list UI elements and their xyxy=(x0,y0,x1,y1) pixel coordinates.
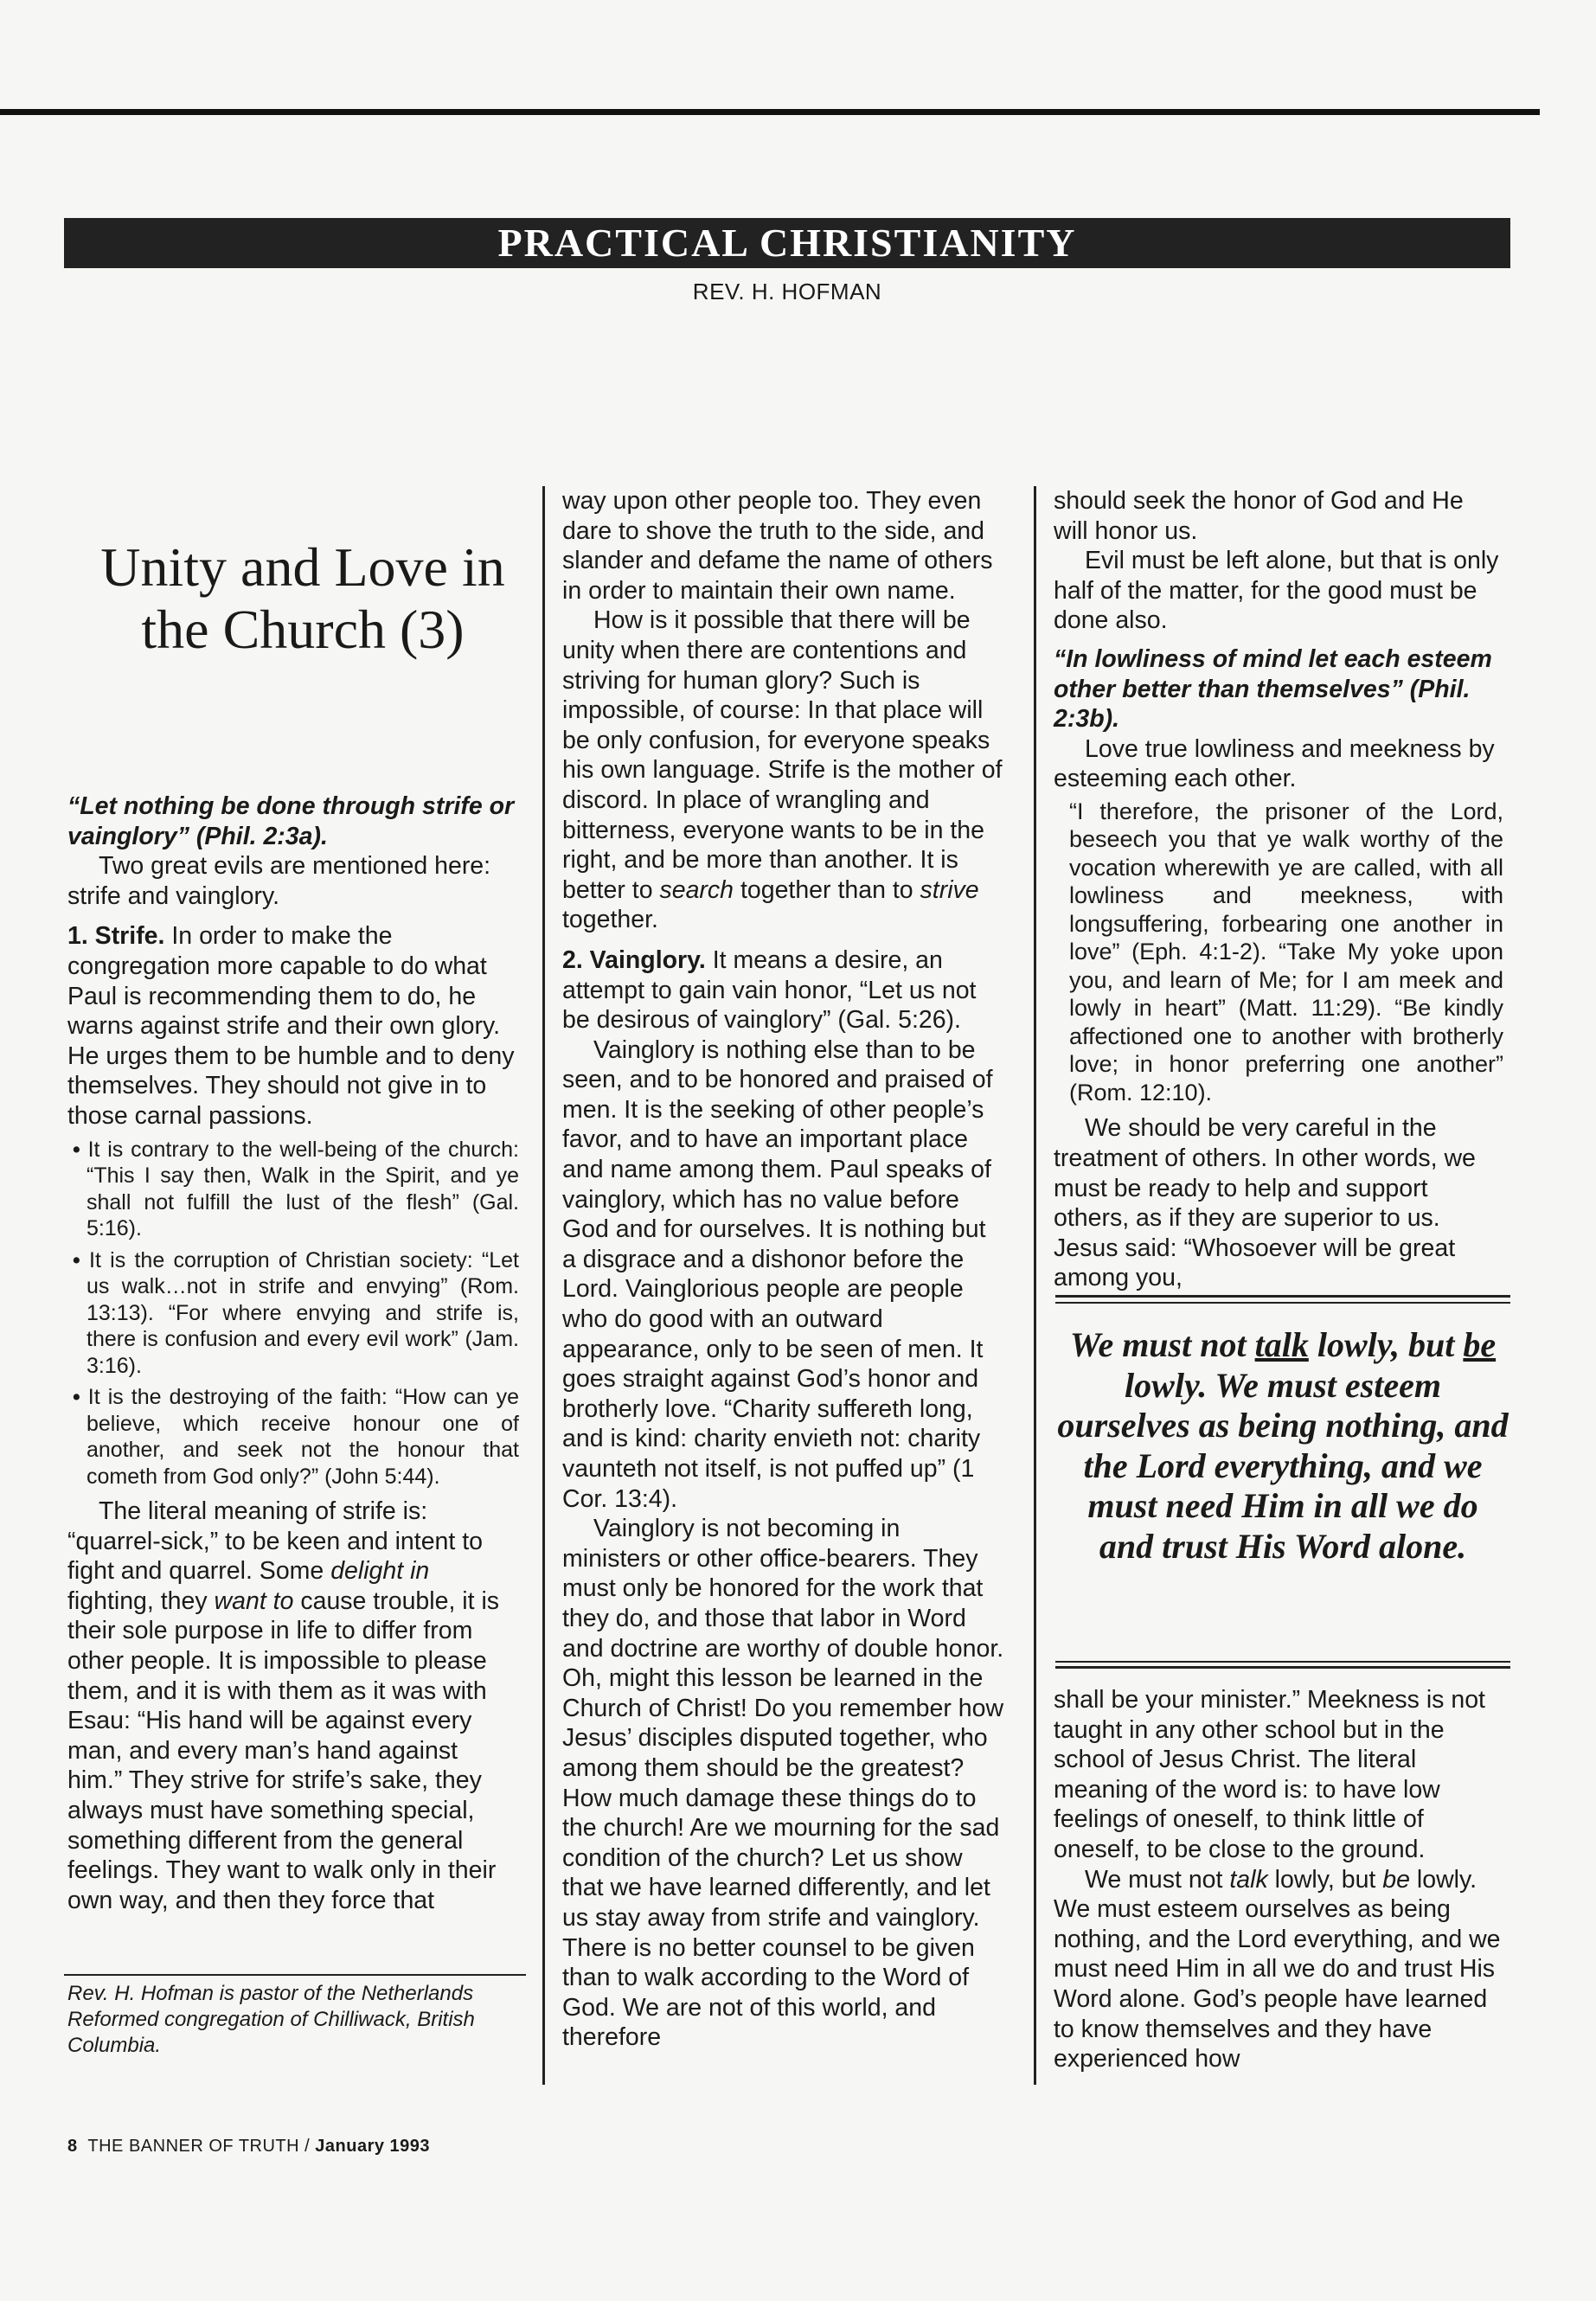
scripture-quote: “I therefore, the prisoner of the Lord, beseech you that ye walk worthy of the vocation wherewith ye are called, with all lowliness and meekness, with longsuffering, forbearing one another in love” (Eph. 4:1-2). “Take My yoke upon you, and learn of Me; for I am meek and lowly in heart” (Matt. 11:29). “Be kindly affectioned one to another with brotherly love; in honor preferring one another” (Rom. 12:10). xyxy=(1069,798,1503,1106)
page-number: 8 xyxy=(67,2137,78,2156)
text-run: The literal meaning of strife is: “quarrel-sick,” to be keen and intent to fight and quarrel. Some xyxy=(67,1497,484,1586)
pullquote-rule-top-thin xyxy=(1055,1302,1510,1304)
pullquote-rule-bottom-thin xyxy=(1055,1661,1510,1663)
text-run: We must not xyxy=(1069,1325,1255,1364)
text-run: lowly, but xyxy=(1267,1865,1383,1894)
scripture-heading-2: “In lowliness of mind let each esteem other better than themselves” (Phil. 2:3b). xyxy=(1054,644,1492,734)
text-run: lowly, but xyxy=(1308,1325,1464,1364)
paragraph xyxy=(562,606,1005,935)
section-text: It means a desire, an attempt to gain vain honor, “Let us not be desirous of vainglory” (Gal. 5:26). xyxy=(562,945,977,1035)
paragraph: shall be your minister.” Meekness is not taught in any other school but in the school of Jesus Christ. The literal meaning of the word is: to have low feelings of oneself, to think little of oneself, to be close to the ground. xyxy=(1054,1686,1485,1863)
underlined-word: be xyxy=(1463,1325,1497,1364)
paragraph xyxy=(1054,1865,1503,2074)
paragraph: Two great evils are mentioned here: strife and vainglory. xyxy=(67,852,491,910)
column-divider xyxy=(1034,486,1036,2085)
note-divider xyxy=(64,1974,526,1976)
pull-quote xyxy=(1057,1325,1509,1567)
top-rule xyxy=(0,109,1540,115)
bullet-item xyxy=(67,1384,519,1490)
pullquote-rule-bottom xyxy=(1055,1666,1510,1669)
text-run: lowly. We must esteem ourselves as being nothing, and the Lord everything, and we must need Him in all we do and trust His Word alone. God’s people have learned to know themselves and they have experienced how xyxy=(1054,1865,1501,2073)
bullet-item xyxy=(67,1137,519,1242)
scripture-heading-1: “Let nothing be done through strife or vainglory” (Phil. 2:3a). xyxy=(67,792,515,850)
text-run: lowly. We must esteem ourselves as being nothing, and the Lord everything, and we must need Him in all we do and trust His Word alone. xyxy=(1057,1365,1509,1566)
paragraph xyxy=(67,1497,519,1915)
emphasis: delight in xyxy=(330,1557,430,1586)
bullet-icon: • xyxy=(73,1137,88,1162)
publication-name: THE BANNER OF TRUTH / xyxy=(87,2137,316,2156)
column-2 xyxy=(562,486,1005,2053)
bullet-text: It is contrary to the well-being of the church: “This I say then, Walk in the Spirit, and ye shall not fulfill the lust of the flesh” (Gal. 5:16). xyxy=(87,1137,519,1241)
paragraph: Vainglory is nothing else than to be seen, and to be honored and praised of men. It is the seeking of other people’s favor, and to have an important place and name among them. Paul speaks of vainglory, which has no value before God and for ourselves. It is nothing but a disgrace and a dishonor before the Lord. Vainglorious people are people who do good with an outward appearance, only to be seen of men. It goes straight against God’s honor and brotherly love. “Charity suffereth long, and is kind: charity envieth not: charity vaunteth not itself, is not puffed up” (1 Cor. 13:4). xyxy=(562,1035,993,1513)
article-title: Unity and Love in the Church (3) xyxy=(100,536,505,660)
text-run: together than to xyxy=(734,875,920,904)
emphasis: search xyxy=(659,875,734,904)
bullet-icon: • xyxy=(73,1247,90,1272)
bullet-icon: • xyxy=(73,1385,88,1410)
emphasis: talk xyxy=(1229,1865,1268,1894)
emphasis: be xyxy=(1382,1865,1410,1894)
text-run: How is it possible that there will be unity when there are contentions and striving for human glory? Such is impossible, of course: In that place will be only confusion, for everyone speaks his own language. Strife is the mother of discord. In place of wrangling and bitterness, everyone wants to be in the right, and be more than another. It is better to xyxy=(562,606,1003,904)
bullet-text: It is the destroying of the faith: “How can ye believe, which receive honour one of another, and seek not the honour that cometh from God only?” (John 5:44). xyxy=(87,1385,519,1489)
issue-date: January 1993 xyxy=(315,2137,431,2156)
text-run: fighting, they xyxy=(67,1586,215,1615)
text-run: We must not xyxy=(1085,1865,1230,1894)
bullet-item xyxy=(67,1247,519,1380)
column-3-top xyxy=(1054,486,1503,1293)
section-heading: 2. Vainglory. xyxy=(562,945,706,974)
section-heading: 1. Strife. xyxy=(67,922,165,951)
paragraph: Love true lowliness and meekness by esteeming each other. xyxy=(1054,734,1495,793)
section-text: In order to make the congregation more capable to do what Paul is recommending them to do, he warns against strife and their own glory. He urges them to be humble and to deny themselves. They should not give in to those carnal passions. xyxy=(67,922,515,1130)
text-run: together. xyxy=(562,906,658,934)
paragraph: Evil must be left alone, but that is only half of the matter, for the good must be done also. xyxy=(1054,547,1499,635)
underlined-word: talk xyxy=(1254,1325,1309,1364)
pullquote-rule-top xyxy=(1055,1295,1510,1298)
section-banner: PRACTICAL CHRISTIANITY xyxy=(64,218,1510,268)
paragraph: Vainglory is not becoming in ministers or other office-bearers. They must only be honored for the work that they do, and those that labor in Word and doctrine are worthy of double honor. Oh, might this lesson be learned in the Church of Christ! Do you remember how Jesus’ disciples disputed together, who among them should be the greatest? How much damage these things do to the church! Are we mourning for the sad condition of the church? Let us show that we have learned differently, and let us stay away from strife and vainglory. There is no better counsel to be given than to walk according to the Word of God. We are not of this world, and therefore xyxy=(562,1515,1004,2052)
bullet-text: It is the corruption of Christian society: “Let us walk…not in strife and envying” (Rom. 13:13). “For where envying and strife is, there is confusion and every evil work” (Jam. 3:16). xyxy=(87,1247,519,1378)
author-note: Rev. H. Hofman is pastor of the Netherlands Reformed congregation of Chilliwack, British Columbia. xyxy=(67,1982,475,2057)
column-1 xyxy=(67,792,519,1915)
section-vainglory xyxy=(562,945,1005,1035)
paragraph: should seek the honor of God and He will honor us. xyxy=(1054,487,1464,545)
emphasis: want to xyxy=(214,1586,294,1615)
emphasis: strive xyxy=(920,875,979,904)
column-divider xyxy=(542,486,545,2085)
page-footer xyxy=(67,2137,430,2157)
column-3-bottom xyxy=(1054,1685,1503,2074)
section-strife xyxy=(67,921,519,1131)
author-byline: REV. H. HOFMAN xyxy=(692,279,882,304)
text-run: cause trouble, it is their sole purpose in life to differ from other people. It is impossible to please them, and it is with them as it was with Esau: “His hand will be against every man, and every man’s hand against him.” They strive for strife’s sake, they always must have something special, something different from the general feelings. They want to walk only in their own way, and then they force that xyxy=(67,1586,500,1914)
paragraph: way upon other people too. They even dare to shove the truth to the side, and slander and defame the name of others in order to maintain their own name. xyxy=(562,487,993,605)
paragraph: We should be very careful in the treatment of others. In other words, we must be ready to help and support others, as if they are superior to us. Jesus said: “Whosoever will be great among you, xyxy=(1054,1114,1476,1292)
